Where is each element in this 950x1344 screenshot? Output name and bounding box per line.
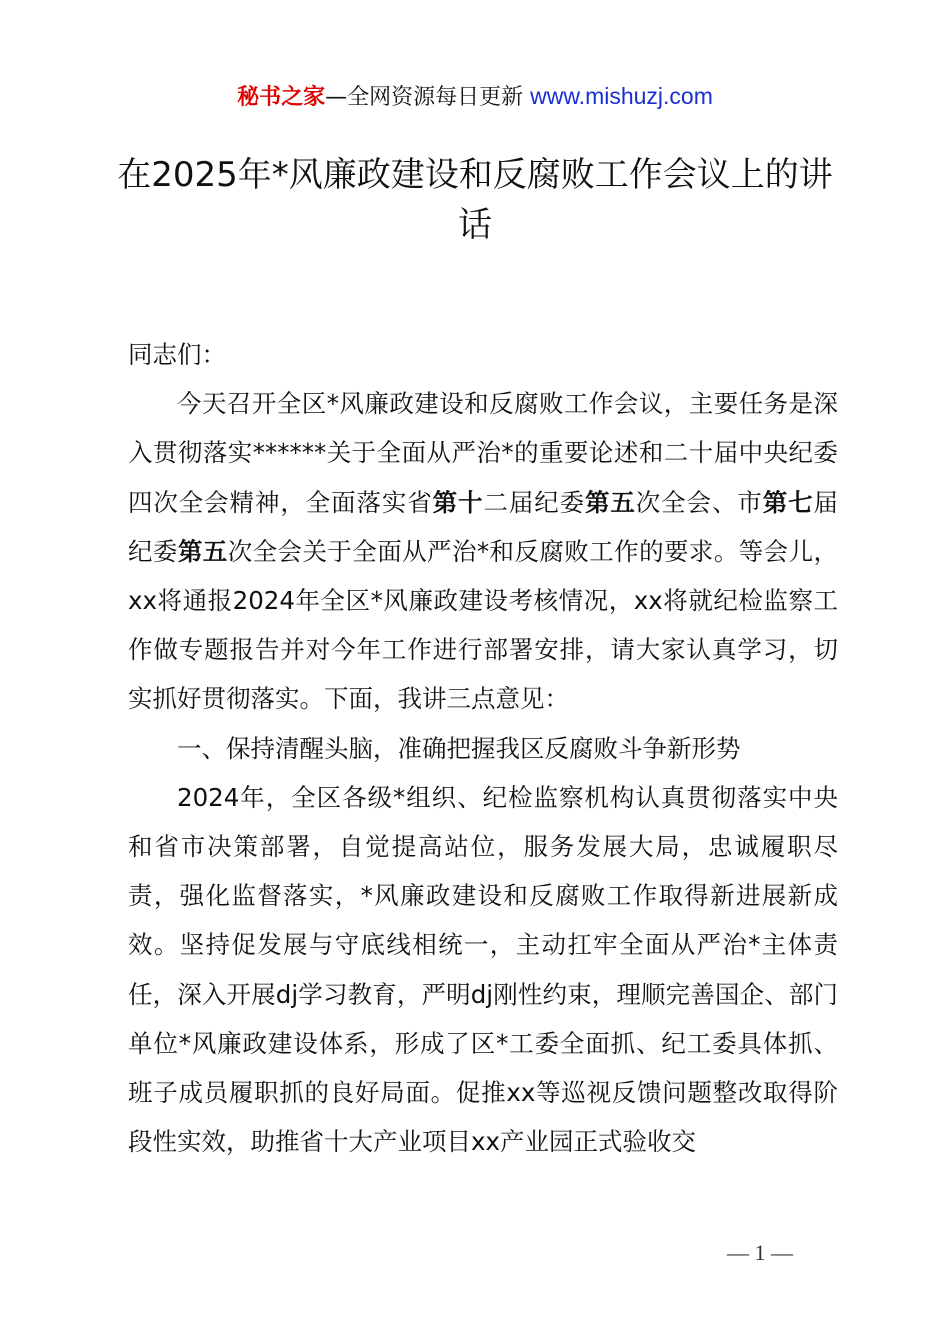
text-run: 届纪委: [128, 487, 839, 566]
salutation: 同志们：: [128, 340, 226, 369]
bold-run: 第七: [762, 487, 814, 517]
site-url-link[interactable]: www.mishuzj.com: [530, 83, 713, 109]
header-tagline: 全网资源每日更新: [347, 85, 531, 110]
page-number: — 1 —: [727, 1240, 793, 1265]
bold-run: 第五: [177, 536, 228, 566]
document-title: 在2025年*风廉政建设和反腐败工作会议上的讲话: [117, 155, 833, 245]
bold-run: 第十: [432, 487, 484, 517]
site-name: 秘书之家: [237, 85, 326, 110]
text-run: 二届纪委: [483, 487, 586, 517]
body-paragraph-2: 2024年，全区各级*组织、纪检监察机构认真贯彻落实中央和省市决策部署，自觉提高站位，服务发展大局，忠诚履职尽责，强化监督落实，*风廉政建设和反腐败工作取得新进展新成效。坚持促发展与守底线相统一，主动扛牢全面从严治*主体责任，深入开展dj学习教育，严明dj刚性约束，理顺完善国企、部门单位*风廉政建设体系，形成了区*工委全面抓、纪工委具体抓、班子成员履职抓的良好局面。促推xx等巡视反馈问题整改取得阶段性实效，助推省十大产业项目xx产业园正式验收交: [128, 782, 838, 1157]
header-separator: —: [325, 85, 348, 110]
text-run: 次全会、市: [635, 487, 763, 517]
text-run: 次全会关于全面从严治*和反腐败工作的要求。等会儿，xx将通报2024年全区*风廉政建设考核情况，xx将就纪检监察工作做专题报告并对今年工作进行部署安排，请大家认真学习，切实抓好贯彻落实。下面，我讲三点意见：: [128, 536, 839, 714]
intro-paragraph: [128, 379, 838, 723]
text-run: 今天召开全区*风廉政建设和反腐败工作会议，主要任务是深入贯彻落实******关于全面从严治*的重要论述和二十届中央纪委四次全会精神，全面落实省: [128, 389, 838, 517]
site-header: [0, 80, 950, 114]
section-heading-1: 一、保持清醒头脑，准确把握我区反腐败斗争新形势: [177, 733, 741, 763]
bold-run: 第五: [585, 487, 636, 517]
document-body: [128, 330, 838, 1166]
